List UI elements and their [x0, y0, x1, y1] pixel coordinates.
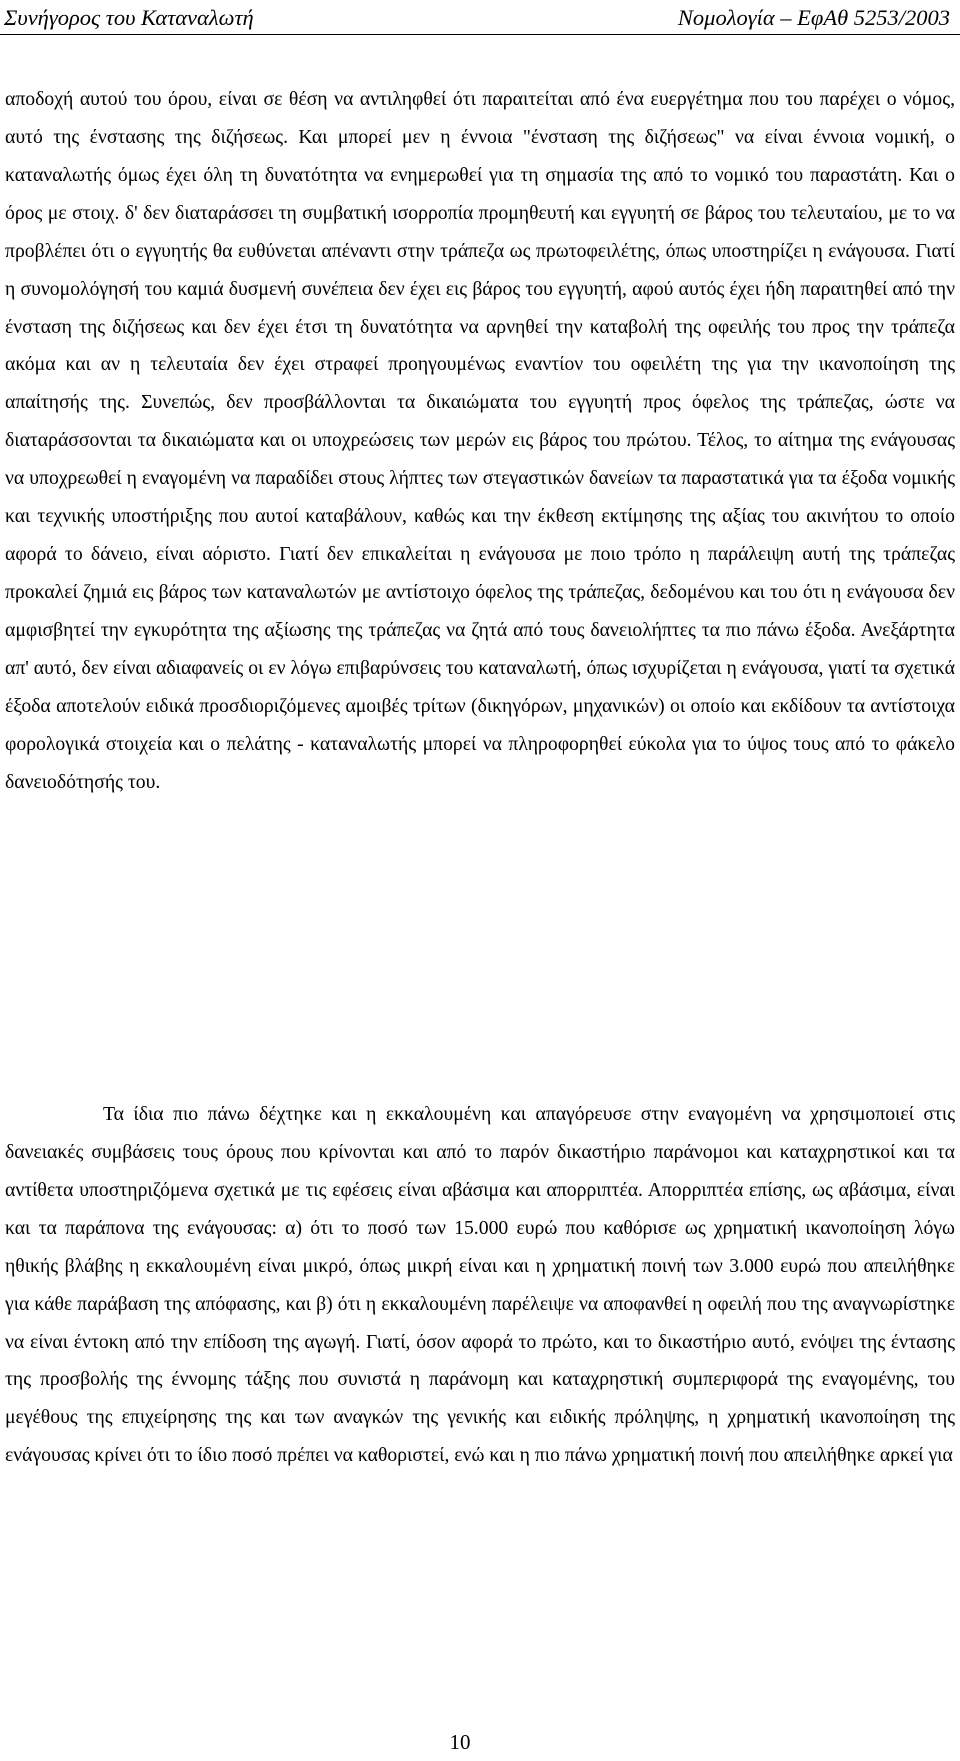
running-header-title: Συνήγορος του Καταναλωτή	[4, 5, 254, 30]
body-paragraph: αποδοχή αυτού του όρου, είναι σε θέση να αντιληφθεί ότι παραιτείται από ένα ευεργέτημα που του παρέχει ο νόμος, αυτό της ένστασης της διζήσεως. Και μπορεί μεν η έννοια "ένσταση της διζήσεως" να είναι έννοια νομική, ο καταναλωτής όμως έχει όλη τη δυνατότητα να ενημερωθεί για τη σημασία της από το νομικό του παραστάτη. Και ο όρος με στοιχ. δ' δεν διαταράσσει τη συμβατική ισορροπία προμηθευτή και εγγυητή σε βάρος του τελευταίου, με το να προβλέπει ότι ο εγγυητής θα ευθύνεται απέναντι στην τράπεζα ως πρωτοφειλέτης, όπως υποστηρίζει η ενάγουσα. Γιατί η συνομολόγησή του καμιά δυσμενή συνέπεια δεν έχει εις βάρος του εγγυητή, αφού αυτός έχει ήδη παραιτηθεί από την ένσταση της διζήσεως και δεν έχει έτσι τη δυνατότητα να αρνηθεί την καταβολή της οφειλής του προς την τράπεζα ακόμα και αν η τελευταία δεν έχει στραφεί προηγουμένως εναντίον του οφειλέτη της για την ικανοποίηση της απαίτησής της. Συνεπώς, δεν προσβάλλονται τα δικαιώματα του εγγυητή προς όφελος της τράπεζας, ώστε να διαταράσσονται τα δικαιώματα και οι υποχρεώσεις των μερών εις βάρος του πρώτου. Τέλος, το αίτημα της ενάγουσας να υποχρεωθεί η εναγομένη να παραδίδει στους λήπτες των στεγαστικών δανείων τα παραστατικά για τα έξοδα νομικής και τεχνικής υποστήριξης που αυτοί καταβάλουν, καθώς και την έκθεση εκτίμησης της αξίας του ακινήτου το οποίο αφορά το δάνειο, είναι αόριστο. Γιατί δεν επικαλείται η ενάγουσα με ποιο τρόπο η παράλειψη αυτή της τράπεζας προκαλεί ζημιά εις βάρος των καταναλωτών με αντίστοιχο όφελος της τράπεζας, δεδομένου και του ότι η ενάγουσα δεν αμφισβητεί την εγκυρότητα της αξίωσης της τράπεζας να ζητά από τους δανειολήπτες τα πιο πάνω έξοδα. Ανεξάρτητα απ' αυτό, δεν είναι αδιαφανείς οι εν λόγω επιβαρύνσεις του καταναλωτή, όπως ισχυρίζεται η ενάγουσα, γιατί τα σχετικά έξοδα αποτελούν ειδικά προσδιοριζόμενες αμοιβές τρίτων (δικηγόρων, μηχανικών) οι οποίο και εκδίδουν τα αντίστοιχα φορολογικά στοιχεία και ο πελάτης - καταναλωτής μπορεί να πληροφορηθεί εύκολα για το ύψος τους από το φάκελο δανειοδότησής του.	[5, 88, 955, 793]
header-divider	[0, 34, 960, 35]
page-header	[0, 0, 960, 40]
page-number: 10	[449, 1730, 471, 1754]
body-paragraph: Τα ίδια πιο πάνω δέχτηκε και η εκκαλουμένη και απαγόρευσε στην εναγομένη να χρησιμοποιεί στις δανειακές συμβάσεις τους όρους που κρίνονται και από το παρόν δικαστήριο παράνομοι και καταχρηστικοί και τα αντίθετα υποστηριζόμενα σχετικά με τις εφέσεις είναι αβάσιμα και απορριπτέα. Απορριπτέα επίσης, ως αβάσιμα, είναι και τα παράπονα της ενάγουσας: α) ότι το ποσό των 15.000 ευρώ που καθόρισε ως χρηματική ικανοποίηση λόγω ηθικής βλάβης η εκκαλουμένη είναι μικρό, όπως μικρή είναι και η χρηματική ποινή των 3.000 ευρώ που απειλήθηκε για κάθε παράβαση της απόφασης, και β) ότι η εκκαλουμένη παρέλειψε να αποφανθεί η οφειλή που της αναγνωρίστηκε να είναι έντοκη από την επίδοση της αγωγή. Γιατί, όσον αφορά το πρώτο, και το δικαστήριο αυτό, ενόψει της έντασης της προσβολής της έννομης τάξης που συνιστά η παράνομη και καταχρηστική συμπεριφορά της εναγομένης, του μεγέθους της επιχείρησης της και των αναγκών της γενικής και ειδικής πρόληψης, η χρηματική ικανοποίηση της ενάγουσας κρίνει ότι το ίδιο ποσό πρέπει να καθοριστεί, ενώ και η πιο πάνω χρηματική ποινή που απειλήθηκε αρκεί για	[5, 1103, 955, 1467]
running-header-reference: Νομολογία – ΕφΑθ 5253/2003	[677, 5, 950, 30]
